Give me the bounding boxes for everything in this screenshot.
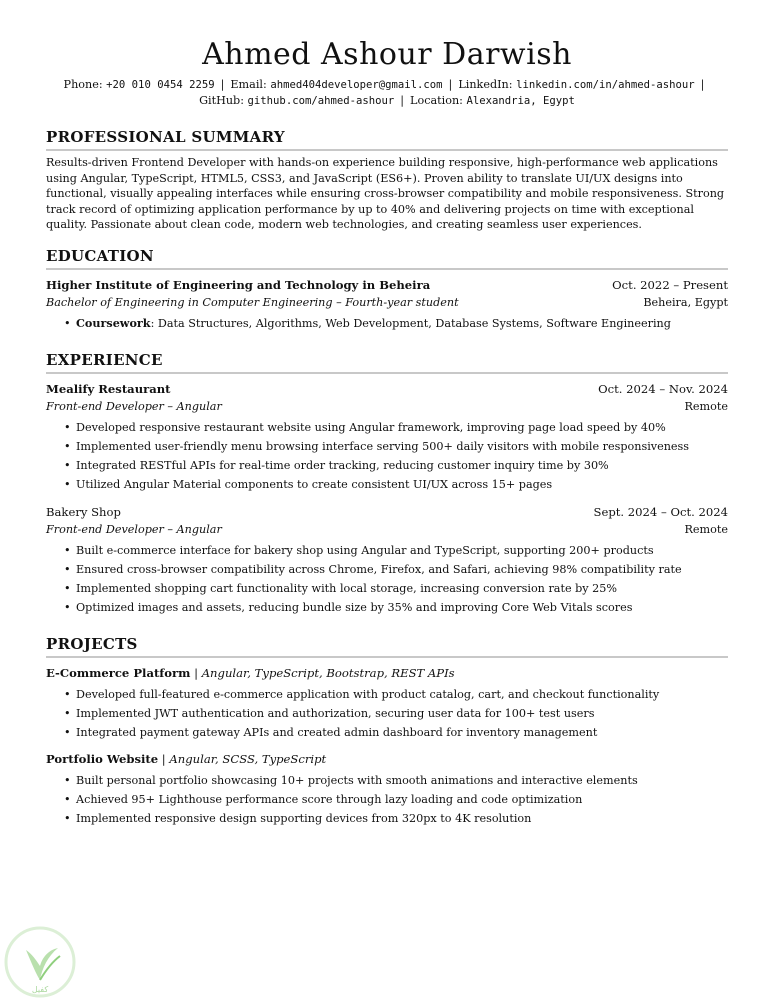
coursework-label: Coursework (76, 315, 151, 330)
github-link[interactable]: github.com/ahmed-ashour (247, 95, 395, 107)
location-value: Alexandria, Egypt (466, 95, 575, 107)
summary-text: Results-driven Frontend Developer with hands-on experience building responsive, high-performance web applications using Angular, TypeScript, HTML5, CSS3, and JavaScript (ES6+). Proven ability to translate UI/UX designs into functional, visually appealing interfaces while ensuring cross-browser compatibility and mobile responsiveness. Strong track record of optimizing application performance by up to 40% and delivering projects on time with exceptional quality. Passionate about clean code, modern web technologies, and creating seamless user experiences. (46, 156, 725, 232)
leaf-logo-icon (2, 924, 78, 1000)
company-name: Mealify Restaurant (46, 381, 171, 396)
education-section (46, 247, 728, 333)
job-bullet: • Ensured cross-browser compatibility across Chrome, Firefox, and Safari, achieving 98% compatibility rate (46, 560, 728, 579)
project-bullet: • Implemented responsive design supporting devices from 320px to 4K resolution (46, 809, 728, 828)
separator: | (700, 78, 705, 91)
job-bullet: • Developed responsive restaurant website using Angular framework, improving page load speed by 40% (46, 418, 728, 437)
project-title-portfolio (46, 750, 728, 769)
project-stack: Angular, TypeScript, Bootstrap, REST APIs (201, 665, 455, 680)
education-dates: Oct. 2022 – Present (612, 277, 728, 292)
projects-section (46, 635, 728, 828)
section-title-experience: EXPERIENCE (46, 351, 728, 374)
education-entry (46, 276, 728, 333)
job-location: Remote (684, 399, 728, 413)
job-entry-bakery (46, 503, 728, 617)
coursework-list: : Data Structures, Algorithms, Web Development, Database Systems, Software Engineering (150, 316, 671, 330)
project-name: Portfolio Website (46, 751, 159, 766)
job-entry-mealify (46, 380, 728, 494)
email-label: Email: (230, 78, 271, 91)
linkedin-link[interactable]: linkedin.com/in/ahmed-ashour (516, 79, 695, 91)
project-bullet: • Implemented JWT authentication and authorization, securing user data for 100+ test users (46, 704, 728, 723)
experience-section (46, 351, 728, 617)
resume-page (46, 36, 728, 828)
separator: | (400, 94, 405, 107)
job-bullet: • Integrated RESTful APIs for real-time order tracking, reducing customer inquiry time by 30% (46, 456, 728, 475)
job-bullet: • Built e-commerce interface for bakery shop using Angular and TypeScript, supporting 200+ products (46, 541, 728, 560)
job-role: Front-end Developer – Angular (46, 522, 222, 536)
job-bullet: • Utilized Angular Material components to create consistent UI/UX across 15+ pages (46, 475, 728, 494)
school-name: Higher Institute of Engineering and Technology in Beheira (46, 277, 431, 292)
job-bullet: • Implemented shopping cart functionality with local storage, increasing conversion rate by 25% (46, 579, 728, 598)
project-bullet: • Achieved 95+ Lighthouse performance score through lazy loading and code optimization (46, 790, 728, 809)
location-label: Location: (410, 94, 467, 107)
phone-value: +20 010 0454 2259 (106, 79, 215, 91)
degree: Bachelor of Engineering in Computer Engineering – Fourth-year student (46, 295, 459, 309)
section-title-education: EDUCATION (46, 247, 728, 270)
job-dates: Oct. 2024 – Nov. 2024 (598, 381, 728, 396)
separator: | (220, 78, 225, 91)
job-dates: Sept. 2024 – Oct. 2024 (593, 504, 728, 519)
coursework-item (46, 314, 728, 333)
project-divider: | (190, 665, 202, 680)
project-bullet: • Built personal portfolio showcasing 10+ projects with smooth animations and interactive elements (46, 771, 728, 790)
project-stack: Angular, SCSS, TypeScript (169, 751, 327, 766)
linkedin-label: LinkedIn: (458, 78, 517, 91)
candidate-name: Ahmed Ashour Darwish (202, 37, 572, 72)
project-bullet: • Integrated payment gateway APIs and created admin dashboard for inventory management (46, 723, 728, 742)
company-name: Bakery Shop (46, 504, 121, 519)
job-role: Front-end Developer – Angular (46, 399, 222, 413)
summary-section (46, 128, 728, 233)
watermark-text: كفيل (31, 985, 49, 994)
project-title-ecommerce (46, 664, 728, 683)
job-bullet: • Implemented user-friendly menu browsing interface serving 500+ daily visitors with mobile responsiveness (46, 437, 728, 456)
separator: | (448, 78, 453, 91)
contact-line-1 (46, 77, 728, 93)
project-name: E-Commerce Platform (46, 665, 191, 680)
phone-label: Phone: (63, 78, 107, 91)
education-location: Beheira, Egypt (643, 295, 728, 309)
job-bullet: • Optimized images and assets, reducing bundle size by 35% and improving Core Web Vitals scores (46, 598, 728, 617)
section-title-projects: PROJECTS (46, 635, 728, 658)
github-label: GitHub: (199, 94, 248, 107)
job-location: Remote (684, 522, 728, 536)
project-bullet: • Developed full-featured e-commerce application with product catalog, cart, and checkout functionality (46, 685, 728, 704)
section-title-summary: PROFESSIONAL SUMMARY (46, 128, 728, 151)
contact-line-2 (46, 93, 728, 109)
email-link[interactable]: ahmed404developer@gmail.com (270, 79, 443, 91)
project-divider: | (158, 751, 170, 766)
